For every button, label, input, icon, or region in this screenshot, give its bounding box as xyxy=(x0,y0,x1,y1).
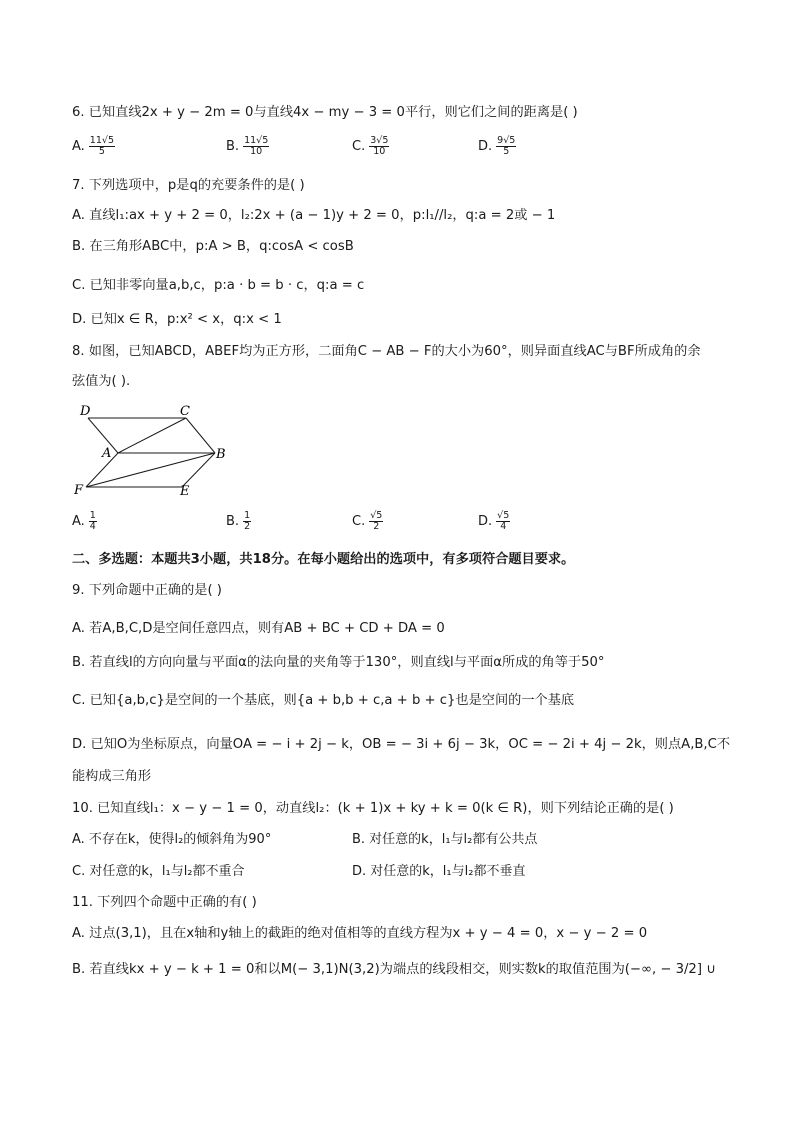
label-c: C xyxy=(180,404,190,419)
fraction xyxy=(89,511,97,532)
q7-option-c: C. 已知非零向量a,b,c，p:a · b = b · c，q:a = c xyxy=(72,278,365,293)
q8-option-b xyxy=(226,511,251,532)
numerator: √5 xyxy=(497,510,510,521)
numerator: 3√5 xyxy=(370,135,389,146)
fraction xyxy=(369,136,389,157)
option-letter: B. xyxy=(226,514,240,529)
numerator: 9√5 xyxy=(497,135,516,146)
option-letter: A. xyxy=(72,139,85,154)
edge-cb xyxy=(186,418,215,453)
q6-option-c xyxy=(352,136,389,157)
q10-option-a: A. 不存在k，使得l₂的倾斜角为90° xyxy=(72,832,272,847)
fraction xyxy=(89,136,115,157)
fraction xyxy=(496,511,510,532)
q7-option-b: B. 在三角形ABC中，p:A > B，q:cosA < cosB xyxy=(72,239,354,254)
q10-option-b: B. 对任意的k，l₁与l₂都有公共点 xyxy=(352,832,538,847)
q9-option-c: C. 已知{a,b,c}是空间的一个基底，则{a + b,b + c,a + b + c}也是空间的一个基底 xyxy=(72,693,575,708)
denominator: 4 xyxy=(500,521,507,532)
q11-option-b: B. 若直线kx + y − k + 1 = 0和以M(− 3,1)N(3,2)为端点的线段相交，则实数k的取值范围为(−∞, − 3/2] ∪ xyxy=(72,962,716,977)
edge-eb xyxy=(182,453,215,487)
label-d: D xyxy=(80,404,91,419)
q7-stem: 7. 下列选项中，p是q的充要条件的是( ) xyxy=(72,178,305,193)
q8-option-d xyxy=(478,511,510,532)
label-b: B xyxy=(216,447,226,462)
q11-stem: 11. 下列四个命题中正确的有( ) xyxy=(72,895,257,910)
q7-option-d: D. 已知x ∈ R，p:x² < x，q:x < 1 xyxy=(72,312,282,327)
numerator: 1 xyxy=(89,510,96,521)
denominator: 5 xyxy=(98,146,105,157)
numerator: 11√5 xyxy=(244,135,269,146)
label-a: A xyxy=(102,446,112,461)
q9-option-d-line2: 能构成三角形 xyxy=(72,769,152,784)
numerator: 1 xyxy=(244,510,251,521)
option-letter: A. xyxy=(72,514,85,529)
q6-option-d xyxy=(478,136,516,157)
q9-option-d-line1: D. 已知O为坐标原点，向量OA = − i + 2j − k，OB = − 3i + 6j − 3k，OC = − 2i + 4j − 2k，则点A,B,C不 xyxy=(72,737,731,752)
option-letter: D. xyxy=(478,514,493,529)
q6-option-a xyxy=(72,136,115,157)
option-letter: D. xyxy=(478,139,493,154)
option-letter: C. xyxy=(352,139,366,154)
q10-option-d: D. 对任意的k，l₁与l₂都不垂直 xyxy=(352,864,526,879)
q7-option-a: A. 直线l₁:ax + y + 2 = 0，l₂:2x + (a − 1)y + 2 = 0，p:l₁//l₂，q:a = 2或 − 1 xyxy=(72,208,556,223)
q8-option-a xyxy=(72,511,97,532)
fraction xyxy=(243,136,269,157)
square-dihedral-figure xyxy=(72,400,232,500)
q8-stem-line1: 8. 如图，已知ABCD，ABEF均为正方形，二面角C − AB − F的大小为60°，则异面直线AC与BF所成角的余 xyxy=(72,344,701,359)
diagonal-ac xyxy=(118,418,186,453)
denominator: 2 xyxy=(373,521,380,532)
option-letter: B. xyxy=(226,139,240,154)
section-heading-multi-choice: 二、多选题：本题共3小题，共18分。在每小题给出的选项中，有多项符合题目要求。 xyxy=(72,552,575,567)
q6-option-b xyxy=(226,136,269,157)
denominator: 10 xyxy=(250,146,263,157)
q10-stem: 10. 已知直线l₁：x − y − 1 = 0，动直线l₂：(k + 1)x + ky + k = 0(k ∈ R)，则下列结论正确的是( ) xyxy=(72,801,674,816)
q11-option-a: A. 过点(3,1)，且在x轴和y轴上的截距的绝对值相等的直线方程为x + y − 4 = 0，x − y − 2 = 0 xyxy=(72,926,648,941)
q9-stem: 9. 下列命题中正确的是( ) xyxy=(72,583,222,598)
fraction xyxy=(496,136,516,157)
q8-option-c xyxy=(352,511,383,532)
fraction xyxy=(369,511,383,532)
q9-option-b: B. 若直线l的方向向量与平面α的法向量的夹角等于130°，则直线l与平面α所成的角等于50° xyxy=(72,655,605,670)
denominator: 5 xyxy=(503,146,510,157)
option-letter: C. xyxy=(352,514,366,529)
numerator: 11√5 xyxy=(89,135,114,146)
q9-option-a: A. 若A,B,C,D是空间任意四点，则有AB + BC + CD + DA = 0 xyxy=(72,621,445,636)
numerator: √5 xyxy=(370,510,383,521)
q8-stem-line2: 弦值为( ). xyxy=(72,374,131,389)
fraction xyxy=(243,511,251,532)
label-e: E xyxy=(180,484,190,499)
denominator: 2 xyxy=(244,521,251,532)
q6-stem: 6. 已知直线2x + y − 2m = 0与直线4x − my − 3 = 0平行，则它们之间的距离是( ) xyxy=(72,105,578,120)
denominator: 4 xyxy=(89,521,96,532)
label-f: F xyxy=(74,483,84,498)
denominator: 10 xyxy=(373,146,386,157)
q10-option-c: C. 对任意的k，l₁与l₂都不重合 xyxy=(72,864,245,879)
